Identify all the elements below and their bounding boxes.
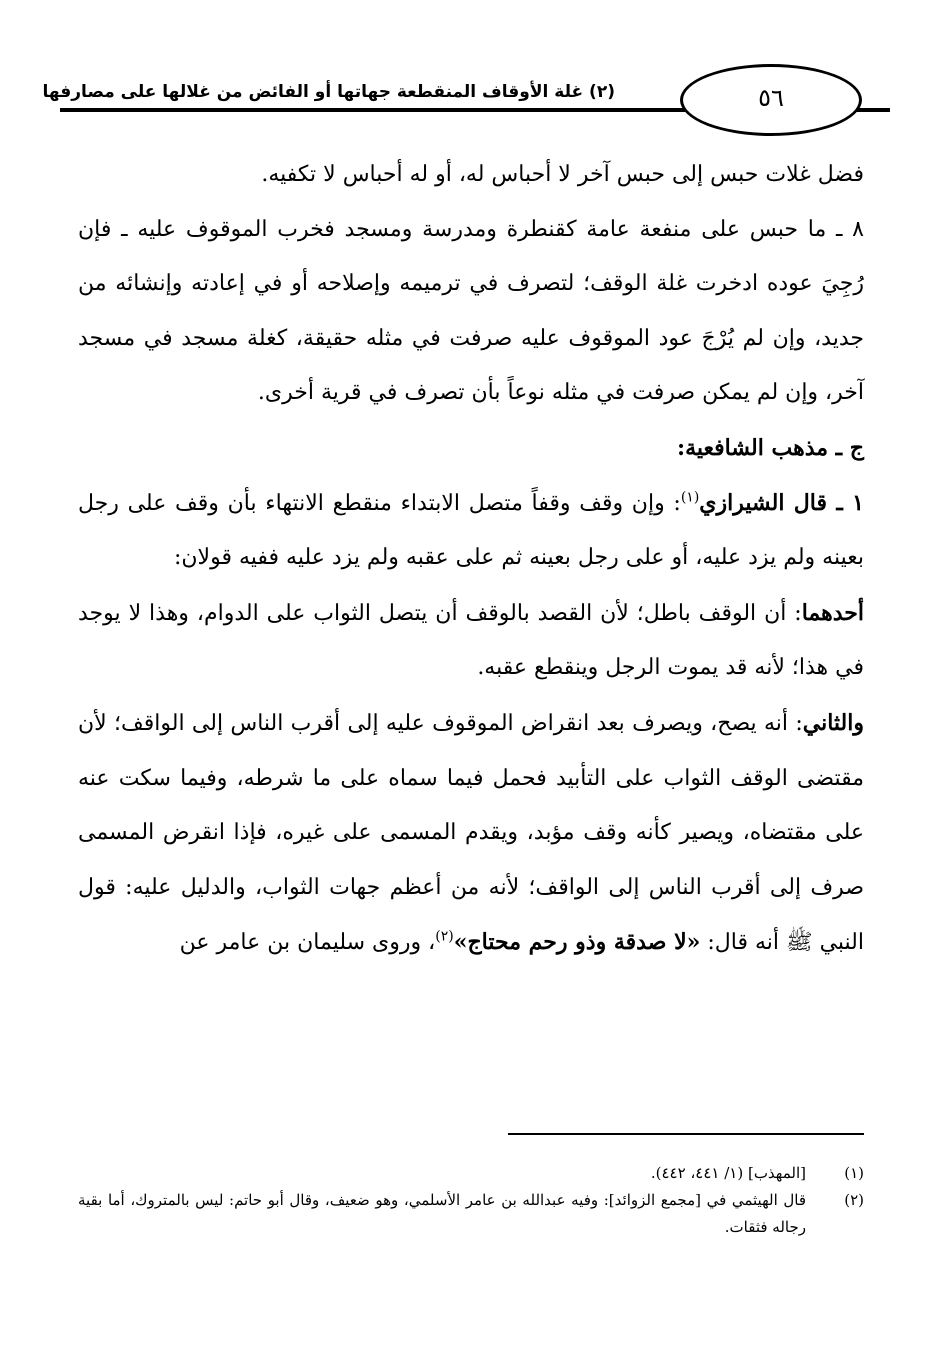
footnote-text: قال الهيثمي في [مجمع الزوائد]: وفيه عبدالله بن عامر الأسلمي، وهو ضعيف، وقال أبو حاتم: ليس بالمتروك، أما بقية رجاله فثقات.: [78, 1191, 806, 1236]
section-heading: ج ـ مذهب الشافعية:: [677, 434, 864, 461]
paragraph: [78, 476, 864, 586]
footnotes: [78, 1160, 864, 1241]
paragraph: فضل غلات حبس إلى حبس آخر لا أحباس له، أو له أحباس لا تكفيه.: [261, 162, 864, 187]
footnote-number: (٢): [844, 1191, 864, 1209]
running-header: [42, 64, 890, 140]
paragraph-text: : وإن وقف وقفاً متصل الابتداء منقطع الانتهاء بأن وقف على رجل بعينه ولم يزد عليه، أو على رجل بعينه ثم على عقبه ولم يزد عليه ففيه قولان:: [78, 490, 864, 571]
footnote-number: (١): [844, 1164, 864, 1182]
footnote-separator: [508, 1133, 864, 1135]
footnote: [78, 1160, 864, 1187]
paragraph-label: ١ ـ قال الشيرازي: [699, 489, 864, 516]
running-title: (٢) غلة الأوقاف المنقطعة جهاتها أو الفائض من غلالها على مصارفها: [42, 82, 615, 102]
paragraph: [78, 586, 864, 696]
paragraph-text: ، وروى سليمان بن عامر عن: [179, 930, 436, 956]
paragraph: [78, 696, 864, 971]
paragraph: ٨ ـ ما حبس على منفعة عامة كقنطرة ومدرسة ومسجد فخرب الموقوف عليه ـ فإن رُجِيَ عوده ادخرت غلة الوقف؛ لتصرف في ترميمه وإصلاحه أو في إعادته وإنشائه من جديد، وإن لم يُرْجَ عود الموقوف عليه صرفت في مثله حقيقة، كغلة مسجد في مسجد آخر، وإن لم يمكن صرفت في مثله نوعاً بأن تصرف في قرية أخرى.: [78, 216, 864, 406]
page-number: ٥٦: [680, 64, 862, 136]
footnote: [78, 1187, 864, 1241]
paragraph-text: : أنه يصح، ويصرف بعد انقراض الموقوف عليه إلى أقرب الناس إلى الواقف؛ لأن مقتضى الوقف الثواب على التأبيد فحمل فيما سماه على ما شرطه، وفيما سكت عنه على مقتضاه، ويصير كأنه وقف مؤبد، ويقدم المسمى على غيره، فإذا انقرض المسمى صرف إلى أقرب الناس إلى الواقف؛ لأنه من أعظم جهات الثواب، والدليل عليه: قول النبي ﷺ أنه قال:: [78, 710, 864, 956]
paragraph-label: أحدهما: [801, 599, 864, 626]
hadith-quote: «لا صدقة وذو رحم محتاج»: [453, 929, 701, 956]
footnote-ref[interactable]: (١): [680, 489, 700, 506]
footnote-text: [المهذب] (١/ ٤٤١، ٤٤٢).: [650, 1164, 806, 1182]
paragraph-label: والثاني: [802, 709, 864, 736]
footnote-ref[interactable]: (٢): [435, 928, 454, 945]
paragraph-text: : أن الوقف باطل؛ لأن القصد بالوقف أن يتصل الثواب على الدوام، وهذا لا يوجد في هذا؛ لأنه قد يموت الرجل وينقطع عقبه.: [78, 600, 864, 681]
main-text: [78, 148, 864, 971]
